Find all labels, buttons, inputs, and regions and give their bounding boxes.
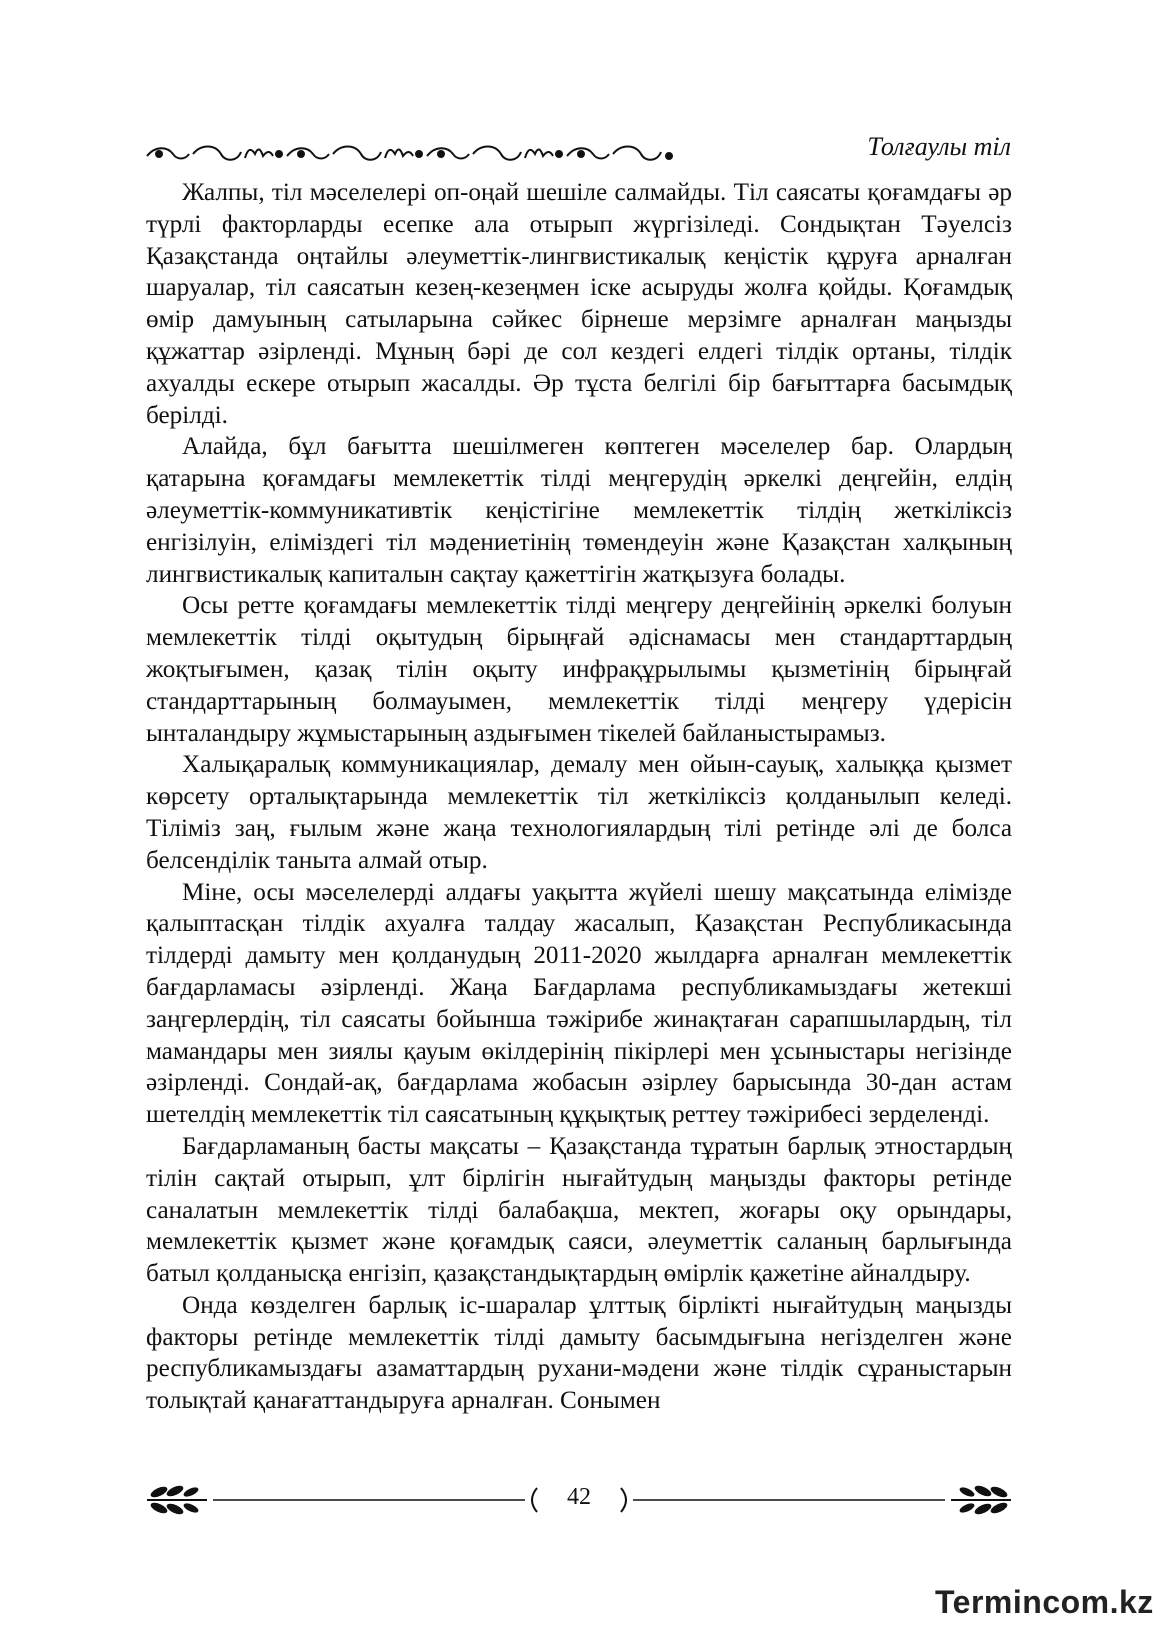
page-number: 42 <box>567 1484 591 1510</box>
page-footer <box>145 1478 1013 1518</box>
ornamental-scroll-border-icon <box>145 138 675 168</box>
running-title: Толғаулы тіл <box>867 132 1011 161</box>
site-watermark: Termincom.kz <box>935 1584 1154 1620</box>
paragraph: Алайда, бұл бағытта шешілмеген көптеген мәселелер бар. Олардың қатарына қоғамдағы мемлекеттік тілді меңгерудің әркелкі деңгейін, елдің әлеуметтік-коммуникативтік кеңістігіне мемлекеттік тілдің жеткіліксіз енгізілуін, еліміздегі тіл мәдениетінің төмендеуін және Қазақстан халқының лингвистикалық капиталын сақтау қажеттігін жатқызуға болады. <box>146 433 1012 588</box>
page-body <box>146 177 1012 1417</box>
paragraph: Міне, осы мәселелерді алдағы уақытта жүйелі шешу мақсатында елімізде қалыптасқан тілдік ахуалға талдау жасалып, Қазақстан Республикасында тілдерді дамыту мен қолданудың 2011-2020 жылдарға арналған мемлекеттік бағдарламасы әзірленді. Жаңа Бағдарлама республикамыздағы жетекші заңгерлердің, тіл саясаты бойынша тәжірибе жинақтаған сарапшылардың, тіл мамандары мен зиялы қауым өкілдерінің пікірлері мен ұсыныстары негізінде әзірленді. Сондай-ақ, бағдарлама жобасын әзірлеу барысында 30-дан астам шетелдің мемлекеттік тіл саясатының құқықтық реттеу тәжірибесі зерделенді. <box>146 878 1012 1129</box>
paragraph: Жалпы, тіл мәселелері оп-оңай шешіле салмайды. Тіл саясаты қоғамдағы әр түрлі факторларды есепке ала отырып жүргізіледі. Сондықтан Тәуелсіз Қазақстанда оңтайлы әлеуметтік-лингвистикалық кеңістік құруға арналған шаруалар, тіл саясатын кезең-кезеңмен іске асыруды жолға қойды. Қоғамдық өмір дамуының сатыларына сәйкес бірнеше мерзімге арналған маңызды құжаттар әзірленді. Мұның бәрі де сол кездегі елдегі тілдік ортаны, тілдік ахуалды ескере отырып жасалды. Әр тұста белгілі бір бағыттарға басымдық берілді. <box>146 179 1012 429</box>
page-header <box>145 132 1011 172</box>
paragraph: Халықаралық коммуникациялар, демалу мен ойын-сауық, халыққа қызмет көрсету орталықтарында мемлекеттік тіл жеткіліксіз қолданылып келеді. Тіліміз заң, ғылым және жаңа технологиялардың тілі ретінде әлі де болса белсенділік таныта алмай отыр. <box>146 751 1012 874</box>
paragraph: Бағдарламаның басты мақсаты – Қазақстанда тұратын барлық этностардың тілін сақтай отырып, ұлт бірлігін нығайтудың маңызды факторы ретінде саналатын мемлекеттік тілді балабақша, мектеп, жоғары оқу орындары, мемлекеттік қызмет және қоғамдық саяси, әлеуметтік саланың барлығында батыл қолданысқа енгізіп, қазақстандықтардың өмірлік қажетіне айналдыру. <box>146 1132 1012 1288</box>
paragraph: Онда көзделген барлық іс-шаралар ұлттық бірлікті нығайтудың маңызды факторы ретінде мемлекеттік тілді дамыту басымдығына негізделген және республикамыздағы азаматтардың рухани-мәдени және тілдік сұраныстарын толықтай қанағаттандыруға арналған. Сонымен <box>146 1291 1012 1415</box>
paragraph: Осы ретте қоғамдағы мемлекеттік тілді меңгеру деңгейінің әркелкі болуын мемлекеттік тілді оқытудың бірыңғай әдіснамасы мен стандарттардың жоқтығымен, қазақ тілін оқыту инфрақұрылымы қызметінің бірыңғай стандарттарының болмауымен, мемлекеттік тілді меңгеру үдерісін ынталандыру жұмыстарының аздығымен тікелей байланыстырамыз. <box>146 592 1012 747</box>
